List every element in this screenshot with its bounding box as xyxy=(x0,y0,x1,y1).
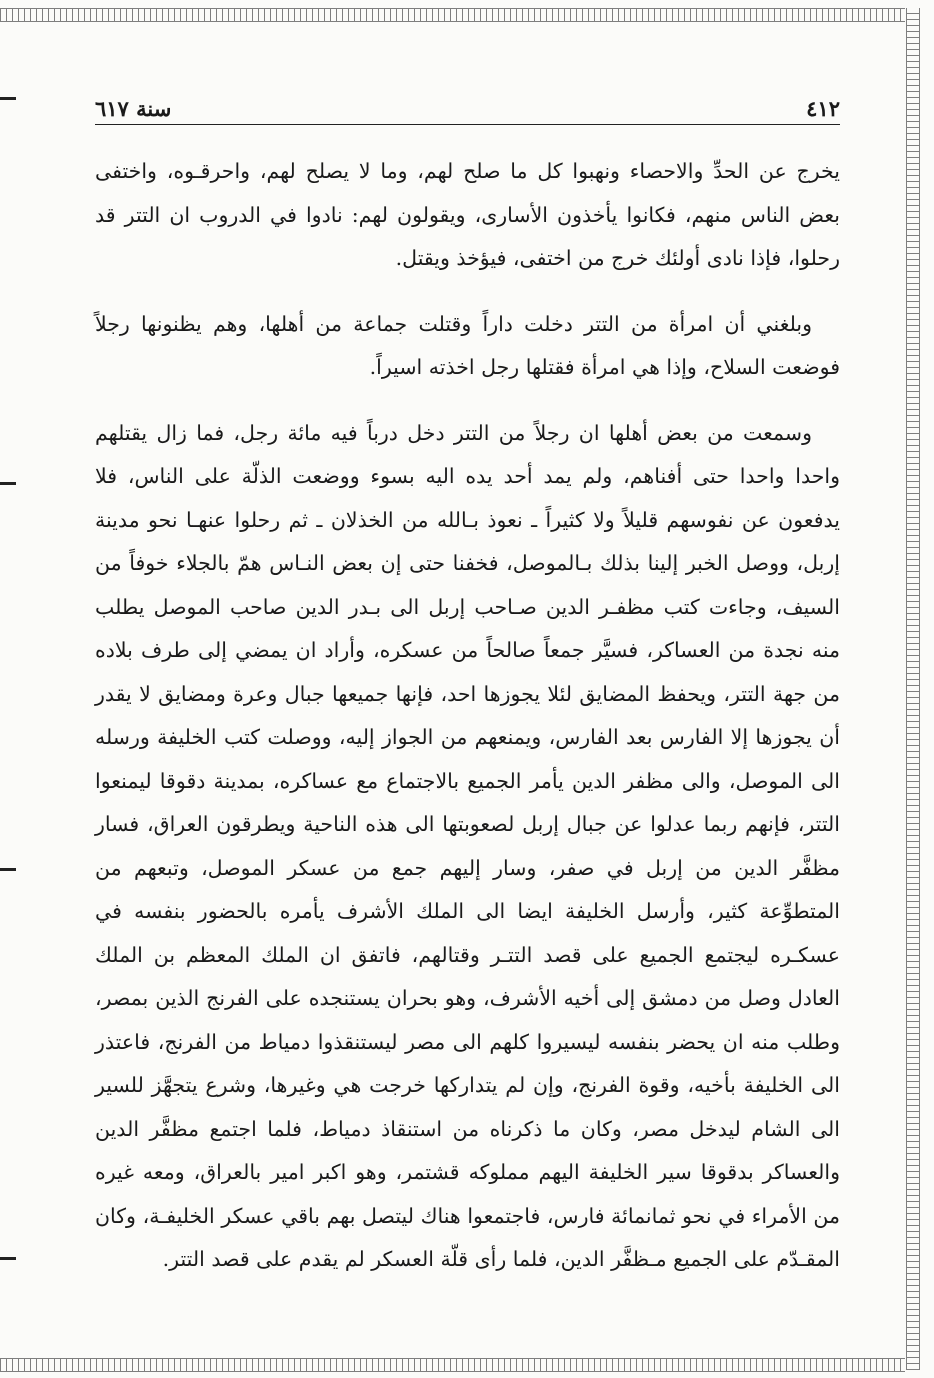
paragraph-2: وبلغني أن امرأة من التتر دخلت داراً وقتلت جماعة من أهلها، وهم يظنونها رجلاً فوضعت السلاح، وإذا هي امرأة فقتلها رجل اخذته اسيراً. xyxy=(95,311,840,379)
top-ornamental-border xyxy=(0,8,905,22)
margin-tick-mark xyxy=(0,97,16,100)
year-label: سنة ٦١٧ xyxy=(95,95,172,121)
paragraph-3: وسمعت من بعض أهلها ان رجلاً من التتر دخل درباً فيه مائة رجل، فما زال يقتلهم واحدا واحدا حتى أفناهم، ولم يمد أحد يده اليه بسوء ووضعت الذلّة على الناس، فلا يدفعون عن نفوسهم قليلاً ولا كثيراً ـ نعوذ بـالله من الخذلان ـ ثم رحلوا عنهـا نحو مدينة إربل، ووصل الخبر إلينا بذلك بـالموصل، فخفنا حتى إن بعض النـاس همّ بالجلاء خوفاً من السيف، وجاءت كتب مظفـر الدين صـاحب إربل الى بـدر الدين صاحب الموصل يطلب منه نجدة من العساكر، فسيَّر جمعاً صالحاً من عسكره، وأراد ان يمضي إلى طرف بلاده من جهة التتر، ويحفظ المضايق لئلا يجوزها احد، فإنها جميعها جبال وعرة ومضايق لا يقدر أن يجوزها إلا الفارس بعد الفارس، ويمنعهم من الجواز إليه، ووصلت كتب الخليفة ورسله الى الموصل، والى مظفر الدين يأمر الجميع بالاجتماع مع عساكره، بمدينة دقوقا ليمنعوا التتر، فإنهم ربما عدلوا عن جبال إربل لصعوبتها الى هذه الناحية ويطرقون العراق، فسار مظفَّر الدين من إربل في صفر، وسار إليهم جمع من عسكر الموصل، وتبعهم من المتطوِّعة كثير، وأرسل الخليفة ايضا الى الملك الأشرف يأمره بالحضور بنفسه في عسكـره ليجتمع الجميع على قصد التتـر وقتالهم، فاتفق ان الملك المعظم بن الملك العادل وصل من دمشق إلى أخيه الأشرف، وهو بحران يستنجده على الفرنج الذين بمصر، وطلب منه ان يحضر بنفسه ليسيروا كلهم الى مصر ليستنقذوا دمياط من الفرنج، فاعتذر الى الخليفة بأخيه، وقوة الفرنج، وإن لم يتداركها خرجت هي وغيرها، وشرع يتجهَّز للسير الى الشام ليدخل مصر، وكان ما ذكرناه من استنقاذ دمياط، فلما اجتمع مظفَّر الدين والعساكر بدقوقا سير الخليفة اليهم مملوكه قشتمر، وهو اكبر امير بالعراق، ومعه غيره من الأمراء في نحو ثمانمائة فارس، فاجتمعوا هناك ليتصل بهم باقي عسكر الخليفـة، وكان المقـدّم على الجميع مـظفَّر الدين، فلما رأى قلّة العسكر لم يقدم على قصد التتر. xyxy=(95,420,840,1271)
margin-tick-mark xyxy=(0,482,16,485)
paragraph-1: يخرج عن الحدِّ والاحصاء ونهبوا كل ما صلح لهم، وما لا يصلح لهم، واحرقـوه، واختفى بعض الناس منهم، فكانوا يأخذون الأسارى، ويقولون لهم: نادوا في الدروب ان التتر قد رحلوا، فإذا نادى أولئك خرج من اختفى، فيؤخذ ويقتل. xyxy=(95,159,840,270)
page-body xyxy=(95,150,840,1282)
right-ornamental-border xyxy=(906,8,920,1370)
bottom-ornamental-border xyxy=(0,1358,905,1372)
page-number: ٤١٢ xyxy=(806,95,840,121)
margin-tick-mark xyxy=(0,1257,16,1260)
page-header xyxy=(95,92,840,125)
margin-tick-mark xyxy=(0,868,16,871)
